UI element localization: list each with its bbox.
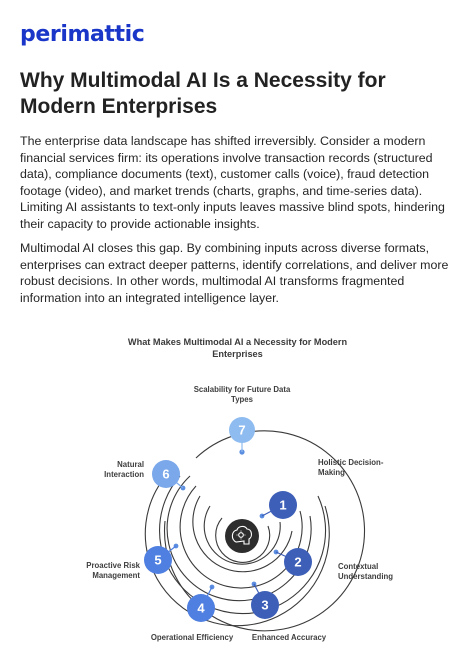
badge-4 bbox=[187, 587, 215, 622]
badge-3 bbox=[251, 584, 279, 619]
perimattic-logo[interactable]: perimattic bbox=[20, 22, 145, 47]
badge-5-number: 5 bbox=[154, 552, 162, 568]
article-title: Why Multimodal AI Is a Necessity for Modern Enterprises bbox=[20, 69, 386, 118]
badge-5 bbox=[144, 546, 176, 574]
diagram-title: What Makes Multimodal AI a Necessity for Modern Enterprises bbox=[127, 337, 348, 359]
badge-3-number: 3 bbox=[261, 597, 269, 613]
multimodal-necessity-diagram bbox=[0, 326, 475, 648]
label-holistic-decision-making: Holistic Decision-Making bbox=[318, 458, 384, 477]
badge-6-number: 6 bbox=[162, 466, 170, 482]
label-operational-efficiency: Operational Efficiency bbox=[150, 633, 234, 642]
label-proactive-risk-management: Proactive Risk Management bbox=[86, 561, 140, 580]
badge-4-number: 4 bbox=[197, 600, 205, 616]
label-natural-interaction: Natural Interaction bbox=[104, 460, 144, 479]
intro-paragraph: The enterprise data landscape has shifted irreversibly. Consider a modern financial services firm: its operations involve transaction records (structured data), compliance documents (text), customer calls (voice), fraud detection footage (video), and market trends (charts, graphs, and time-series data). Limiting AI assistants to text-only inputs leaves massive blind spots, hindering their capacity to provide actionable insights. bbox=[20, 134, 445, 231]
badge-1-number: 1 bbox=[279, 497, 287, 513]
badge-6 bbox=[152, 460, 183, 488]
badge-2 bbox=[276, 548, 312, 576]
badge-1 bbox=[262, 491, 297, 519]
label-scalability: Scalability for Future Data Types bbox=[193, 385, 291, 404]
label-contextual-understanding: Contextual Understanding bbox=[338, 562, 394, 581]
spiral-graphic bbox=[0, 326, 475, 648]
badge-7-number: 7 bbox=[238, 422, 246, 438]
badge-7 bbox=[229, 417, 255, 452]
badge-2-number: 2 bbox=[294, 554, 302, 570]
label-enhanced-accuracy: Enhanced Accuracy bbox=[251, 633, 327, 642]
multimodal-paragraph: Multimodal AI closes this gap. By combining inputs across diverse formats, enterprises can extract deeper patterns, identify correlations, and deliver more robust decisions. In other words, multimodal AI transforms fragmented information into an integrated intelligence layer. bbox=[20, 241, 449, 305]
center-core bbox=[225, 519, 259, 553]
